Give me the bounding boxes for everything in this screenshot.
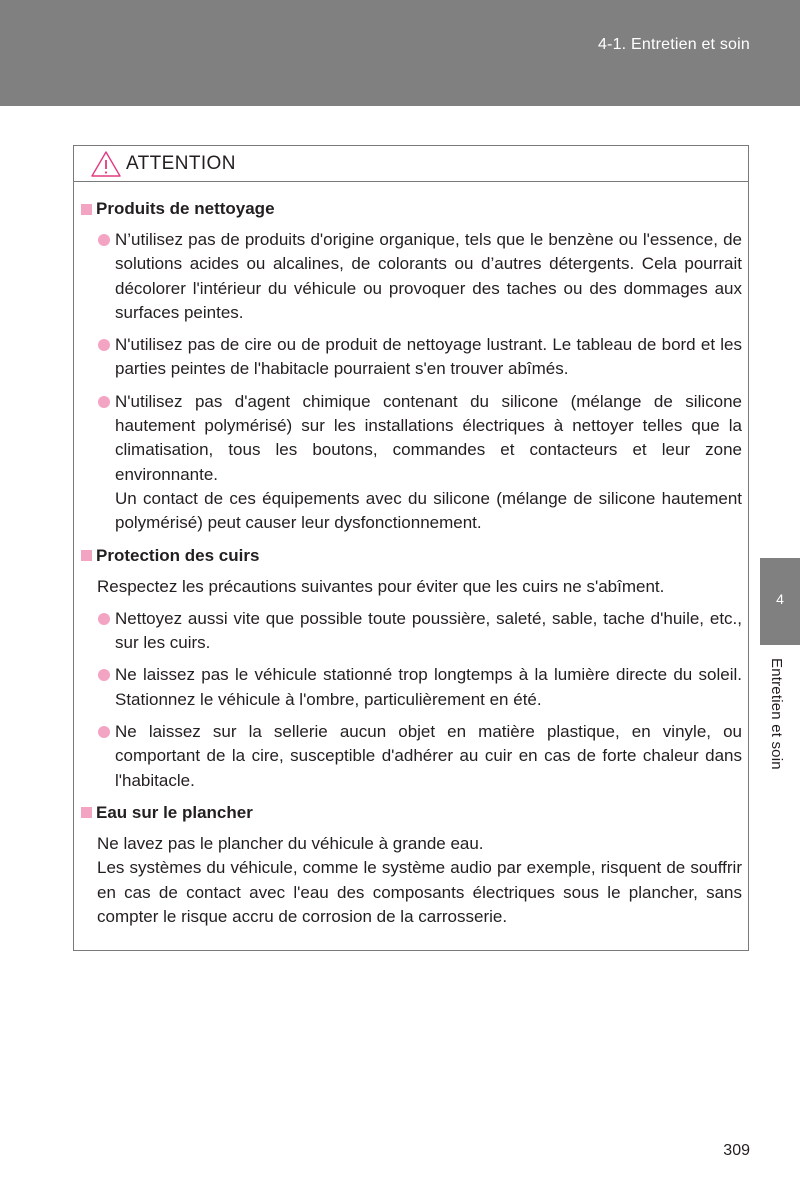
section-heading-text: Produits de nettoyage: [96, 199, 275, 218]
circle-bullet-icon: [98, 234, 110, 246]
square-bullet-icon: [81, 204, 92, 215]
section-title: 4-1. Entretien et soin: [597, 36, 750, 53]
square-bullet-icon: [81, 550, 92, 561]
section-heading: [81, 801, 742, 825]
section-intro: Respectez les précautions suivantes pour éviter que les cuirs ne s'abîment.: [97, 576, 665, 596]
list-item: [81, 607, 742, 656]
warning-triangle-icon: [91, 151, 121, 177]
paragraph-text: Les systèmes du véhicule, comme le système audio par exemple, risquent de souffrir en cas de contact avec l'eau des composants électriques sous le plancher, sans compter le risque accru de corrosion de la carrosserie.: [97, 858, 742, 926]
list-item: [81, 720, 742, 793]
list-item: [81, 663, 742, 712]
chapter-tab: [760, 558, 800, 645]
circle-bullet-icon: [98, 339, 110, 351]
caution-box: [73, 145, 749, 951]
paragraph-line: Ne lavez pas le plancher du véhicule à grande eau.: [97, 833, 484, 853]
list-item-text: Ne laissez pas le véhicule stationné trop longtemps à la lumière directe du soleil. Stationnez le véhicule à l'ombre, particulièrement en été.: [115, 665, 742, 709]
section-heading: [81, 544, 742, 568]
list-item-text: N'utilisez pas d'agent chimique contenant du silicone (mélange de silicone hautement polymérisé) sur les installations électriques à nettoyer telles que la climatisation, tous les boutons, commandes et contacteurs et leur zone environnante.: [115, 391, 742, 484]
chapter-number: 4: [776, 591, 784, 607]
caution-title: ATTENTION: [126, 152, 236, 174]
circle-bullet-icon: [98, 613, 110, 625]
chapter-label: Entretien et soin: [768, 658, 785, 770]
circle-bullet-icon: [98, 726, 110, 738]
list-item-continuation: Un contact de ces équipements avec du silicone (mélange de silicone hautement polymérisé) peut causer leur dysfonctionnement.: [115, 488, 742, 533]
circle-bullet-icon: [98, 669, 110, 681]
list-item-text: N'utilisez pas de cire ou de produit de nettoyage lustrant. Le tableau de bord et les parties peintes de l'habitacle pourraient s'en trouver abîmés.: [115, 335, 742, 379]
section-heading-text: Protection des cuirs: [96, 545, 260, 565]
list-item-text: N’utilisez pas de produits d'origine organique, tels que le benzène ou l'essence, de solutions acides ou alcalines, de colorants ou d’autres détergents. Cela pourrait décolorer l'intérieur du véhicule ou provoquer des taches ou des dommages aux surfaces peintes.: [115, 230, 742, 322]
section-heading-text: Eau sur le plancher: [96, 802, 253, 822]
list-item: [81, 228, 742, 325]
list-item: [81, 390, 742, 536]
page-number: 309: [723, 1142, 750, 1159]
section-heading: [81, 197, 742, 221]
paragraph: [81, 832, 742, 929]
header-band: [0, 0, 800, 106]
list-item-text: Ne laissez sur la sellerie aucun objet en matière plastique, en vinyle, ou comportant de la cire, susceptible d'adhérer au cuir en cas de forte chaleur dans l'habitacle.: [115, 722, 742, 790]
list-item-text: Nettoyez aussi vite que possible toute poussière, saleté, sable, tache d'huile, etc., sur les cuirs.: [115, 608, 742, 653]
square-bullet-icon: [81, 807, 92, 818]
caution-body: [74, 182, 748, 929]
caution-header: [74, 146, 748, 182]
circle-bullet-icon: [98, 396, 110, 408]
list-item: [81, 333, 742, 382]
